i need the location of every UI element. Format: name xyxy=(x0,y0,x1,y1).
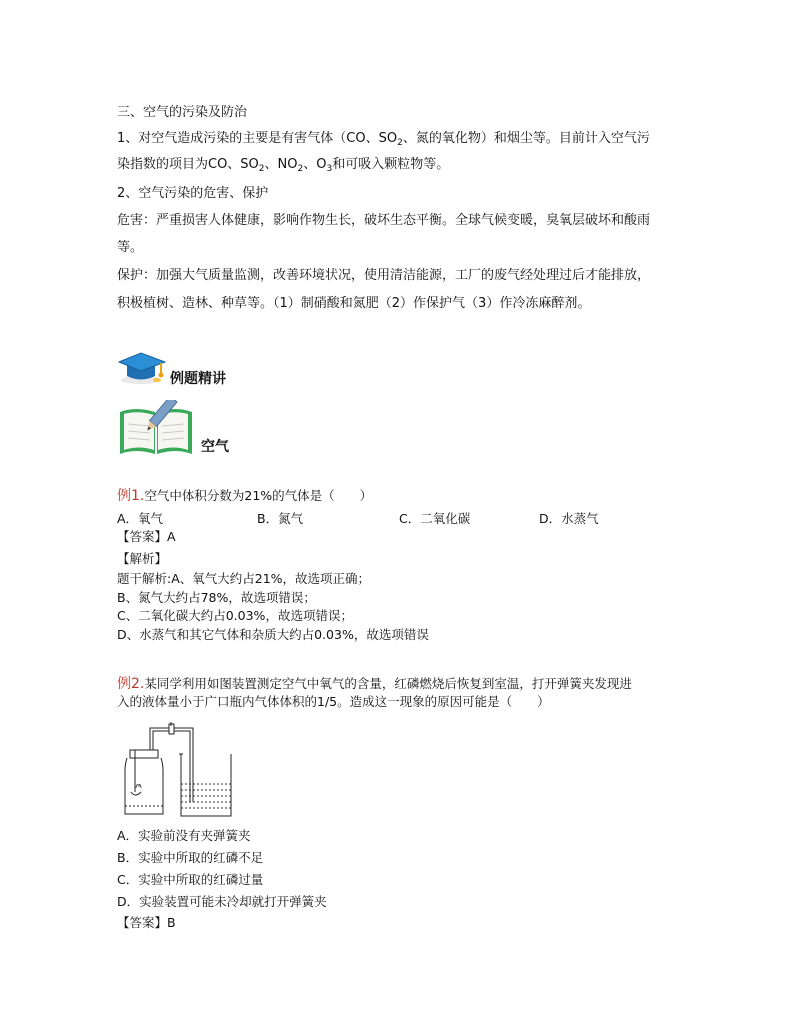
example2-option-a: A．实验前没有夹弹簧夹 xyxy=(117,828,251,843)
item1-line2: 染指数的项目为CO、$SO_2$、$NO_2$、$O_3$和可吸入颗粒物等。 xyxy=(117,157,450,174)
example1-analysis-line: C、二氧化碳大约占0.03%，故选项错误； xyxy=(117,608,353,623)
apparatus-diagram xyxy=(117,720,239,820)
example2-stem-line1: 例2.某同学利用如图装置测定空气中氧气的含量，红磷燃烧后恢复到室温，打开弹簧夹发现进 xyxy=(117,676,632,692)
example1-analysis-heading: 【解析】 xyxy=(117,551,168,566)
section-heading: 三、空气的污染及防治 xyxy=(117,105,248,120)
examples-title: 例题精讲 xyxy=(170,371,226,387)
example1-analysis-line: 题干解析:A、氧气大约占21%，故选项正确； xyxy=(117,571,371,586)
example1-analysis-line: B、氮气大约占78%，故选项错误； xyxy=(117,590,316,605)
example2-option-b: B．实验中所取的红磷不足 xyxy=(117,850,264,865)
topic-title: 空气 xyxy=(201,439,229,455)
example1-option-d: D．水蒸气 xyxy=(539,511,599,526)
example2-answer: 【答案】B xyxy=(117,915,176,930)
example2-option-c: C．实验中所取的红磷过量 xyxy=(117,872,264,887)
example2-option-d: D．实验装置可能未冷却就打开弹簧夹 xyxy=(117,894,327,909)
protect-line1: 保护：加强大气质量监测，改善环境状况，使用清洁能源，工厂的废气经处理过后才能排放， xyxy=(117,268,651,283)
item1-line1: 1、对空气造成污染的主要是有害气体（CO、$SO_2$、氮的氧化物）和烟尘等。目前计入空气污 xyxy=(117,131,650,148)
harm-line2: 等。 xyxy=(117,240,144,255)
example1-option-b: B．氮气 xyxy=(257,511,304,526)
example1-answer: 【答案】A xyxy=(117,529,176,544)
book-pencil-icon xyxy=(118,400,194,456)
protect-line2: 积极植树、造林、种草等。（1）制硝酸和氮肥（2）作保护气（3）作冷冻麻醉剂。 xyxy=(117,296,591,311)
example1-option-a: A．氧气 xyxy=(117,511,164,526)
item2-heading: 2、空气污染的危害、保护 xyxy=(117,186,269,201)
example1-stem: 例1.空气中体积分数为21%的气体是（ ） xyxy=(117,488,373,504)
example2-stem-line2: 入的液体量小于广口瓶内气体体积的1/5。造成这一现象的原因可能是（ ） xyxy=(117,694,550,709)
graduation-cap-icon xyxy=(117,350,167,386)
example1-tag: 例1. xyxy=(117,488,145,504)
harm-line1: 危害：严重损害人体健康，影响作物生长，破坏生态平衡。全球气候变暖，臭氧层破坏和酸雨 xyxy=(117,213,651,228)
example2-tag: 例2. xyxy=(117,676,145,692)
example1-option-c: C．二氧化碳 xyxy=(399,511,471,526)
example1-analysis-line: D、水蒸气和其它气体和杂质大约占0.03%，故选项错误 xyxy=(117,627,429,642)
